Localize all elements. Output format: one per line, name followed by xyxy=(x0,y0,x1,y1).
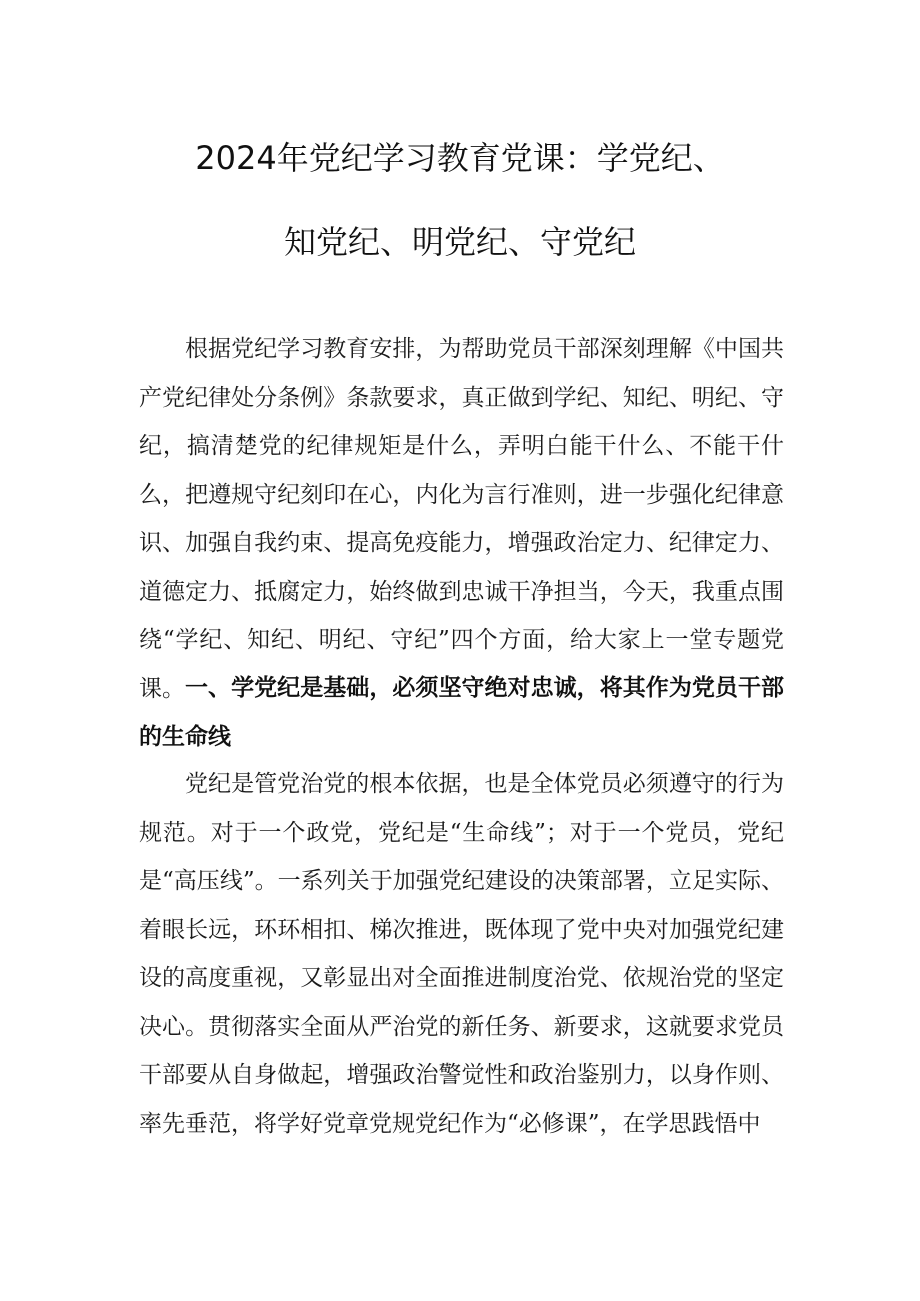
document-title-line-2: 知党纪、明党纪、守党纪 xyxy=(283,223,636,261)
section-heading-1: 一、学党纪是基础，必须坚守绝对忠诚，将其作为党员干部的生命线 xyxy=(139,674,784,750)
intro-paragraph: 根据党纪学习教育安排，为帮助党员干部深刻理解《中国共产党纪律处分条例》条款要求，真正做到学纪、知纪、明纪、守纪，搞清楚党的纪律规矩是什么，弄明白能干什么、不能干什么，把遵规守纪刻印在心，内化为言行准则，进一步强化纪律意识、加强自我约束、提高免疫能力，增强政治定力、纪律定力、道德定力、抵腐定力，始终做到忠诚干净担当，今天，我重点围绕“学纪、知纪、明纪、守纪”四个方面，给大家上一堂专题党课。 xyxy=(139,336,784,702)
document-title-line-1: 2024年党纪学习教育党课：学党纪、 xyxy=(195,139,725,177)
section-1-paragraph: 党纪是管党治党的根本依据，也是全体党员必须遵守的行为规范。对于一个政党，党纪是“生命线”；对于一个党员，党纪是“高压线”。一系列关于加强党纪建设的决策部署，立足实际、着眼长远，环环相扣、梯次推进，既体现了党中央对加强党纪建设的高度重视，又彰显出对全面推进制度治党、依规治党的坚定决心。贯彻落实全面从严治党的新任务、新要求，这就要求党员干部要从自身做起，增强政治警觉性和政治鉴别力，以身作则、率先垂范，将学好党章党规党纪作为“必修课”，在学思践悟中 xyxy=(139,771,784,1137)
